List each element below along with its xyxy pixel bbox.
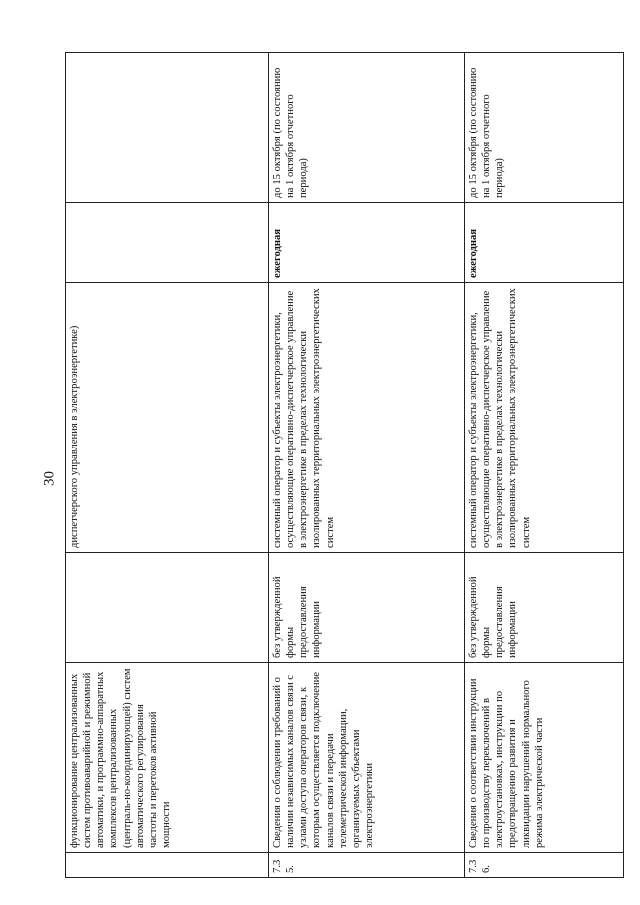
form-cell: без утвержденной формы предоставления информации <box>465 553 624 663</box>
row-number-cell <box>66 853 269 878</box>
description-cell: Сведения о соблюдении требований о наличии независимых каналов связи с узлами доступа операторов связи, к которым осуществляется подключение каналов связи и передачи телеметрической информации, организуемых субъектами электроэнергетики <box>269 663 465 853</box>
form-cell: без утвержденной формы предоставления информации <box>269 553 465 663</box>
deadline-cell: до 15 октября (по состоянию на 1 октября отчетного периода) <box>465 53 624 203</box>
periodicity-cell <box>66 203 269 283</box>
table-row <box>66 53 269 878</box>
periodicity-cell: ежегодная <box>269 203 465 283</box>
deadline-cell <box>66 53 269 203</box>
table-row <box>465 53 624 878</box>
periodicity-cell: ежегодная <box>465 203 624 283</box>
requirements-table <box>65 52 624 878</box>
subjects-cell: диспетчерского управления в электроэнергетике) <box>66 283 269 553</box>
subjects-cell: системный оператор и субъекты электроэнергетики, осуществляющие оперативно-диспетчерское управление в электроэнергетике в пределах технологически изолированных территориальных электроэнергетических систем <box>465 283 624 553</box>
description-cell: Сведения о соответствии инструкции по производству переключений в электроустановках, инструкции по предотвращению развития и ликвидации нарушений нормального режима электрической части <box>465 663 624 853</box>
subjects-cell: системный оператор и субъекты электроэнергетики, осуществляющие оперативно-диспетчерское управление в электроэнергетике в пределах технологически изолированных территориальных электроэнергетических систем <box>269 283 465 553</box>
row-number-cell: 7.36. <box>465 853 624 878</box>
row-number-cell: 7.35. <box>269 853 465 878</box>
page-number: 30 <box>41 471 58 486</box>
form-cell <box>66 553 269 663</box>
description-cell: функционирование централизованных систем противоаварийной и режимной автоматики, и программно-аппаратных комплексов централизованных (централь-но-координирующей) систем автоматического регулирования частоты и перетоков активной мощности <box>66 663 269 853</box>
table-row <box>269 53 465 878</box>
deadline-cell: до 15 октября (по состоянию на 1 октября отчетного периода) <box>269 53 465 203</box>
rotated-table-container <box>65 53 623 878</box>
